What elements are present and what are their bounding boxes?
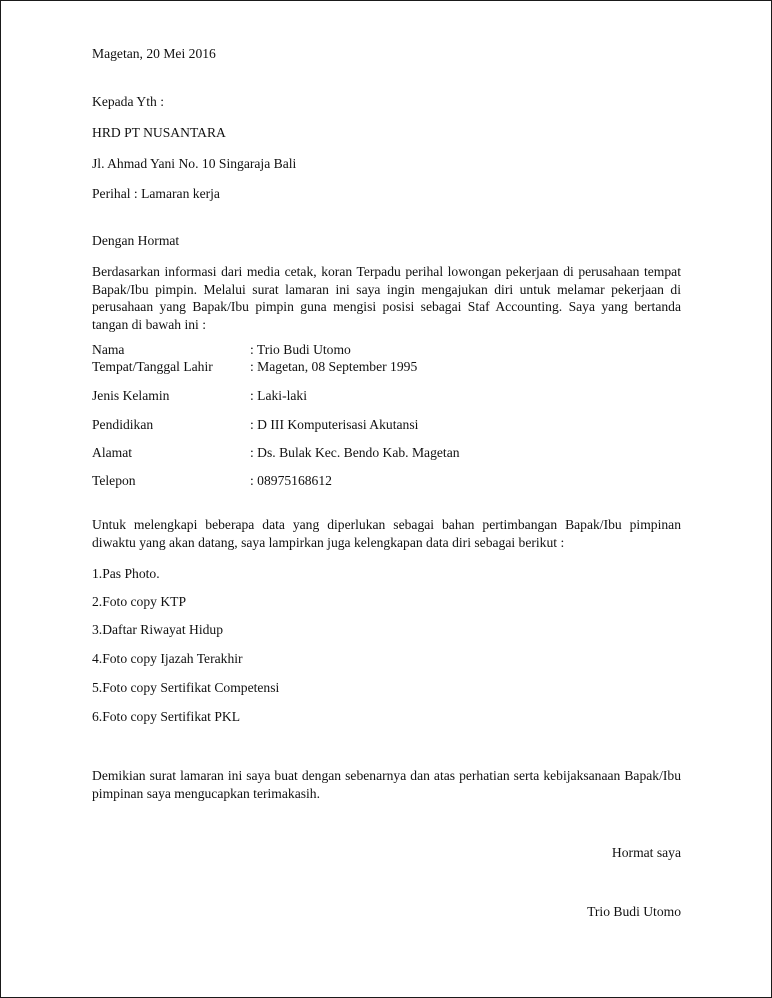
salutation: Dengan Hormat [92,233,180,248]
recipient-prefix: Kepada Yth : [92,94,164,109]
intro-paragraph: Berdasarkan informasi dari media cetak, koran Terpadu perihal lowongan pekerjaan di perusahaan tempat Bapak/Ibu pimpin. Melalui surat lamaran ini saya ingin mengajukan diri untuk melamar pekerjaan di perusahaan yang Bapak/Ibu pimpin guna mengisi posisi sebagai Staf Accounting. Saya yang bertanda tangan di bawah ini : [92,264,681,332]
list-item: 4.Foto copy Ijazah Terakhir [92,651,243,666]
list-item: 3.Daftar Riwayat Hidup [92,622,223,637]
list-item: 2.Foto copy KTP [92,594,187,609]
identity-value: : Magetan, 08 September 1995 [250,359,418,374]
recipient-address: Jl. Ahmad Yani No. 10 Singaraja Bali [92,156,297,171]
subject-line: Perihal : Lamaran kerja [92,186,220,201]
identity-value: : 08975168612 [250,473,332,488]
identity-value: : Ds. Bulak Kec. Bendo Kab. Magetan [250,445,460,460]
closing-paragraph: Demikian surat lamaran ini saya buat dengan sebenarnya dan atas perhatian serta kebijaksanaan Bapak/Ibu pimpinan saya mengucapkan terimakasih. [92,768,681,801]
list-item: 6.Foto copy Sertifikat PKL [92,709,241,724]
identity-value: : Trio Budi Utomo [250,342,351,357]
sign-off: Hormat saya [611,845,681,860]
signer-name: Trio Budi Utomo [587,904,681,919]
identity-label: Jenis Kelamin [92,388,170,403]
identity-label: Pendidikan [92,417,154,432]
identity-label: Nama [92,342,125,357]
identity-label: Telepon [92,473,136,488]
recipient-name: HRD PT NUSANTARA [92,125,226,140]
identity-label: Alamat [92,445,133,460]
list-item: 1.Pas Photo. [92,566,160,581]
identity-value: : D III Komputerisasi Akutansi [250,417,419,432]
identity-value: : Laki-laki [250,388,307,403]
attachment-intro: Untuk melengkapi beberapa data yang diperlukan sebagai bahan pertimbangan Bapak/Ibu pimpinan diwaktu yang akan datang, saya lampirkan juga kelengkapan data diri sebagai berikut : [92,517,681,550]
identity-label: Tempat/Tanggal Lahir [92,359,213,374]
list-item: 5.Foto copy Sertifikat Competensi [92,680,280,695]
place-date: Magetan, 20 Mei 2016 [92,46,216,61]
